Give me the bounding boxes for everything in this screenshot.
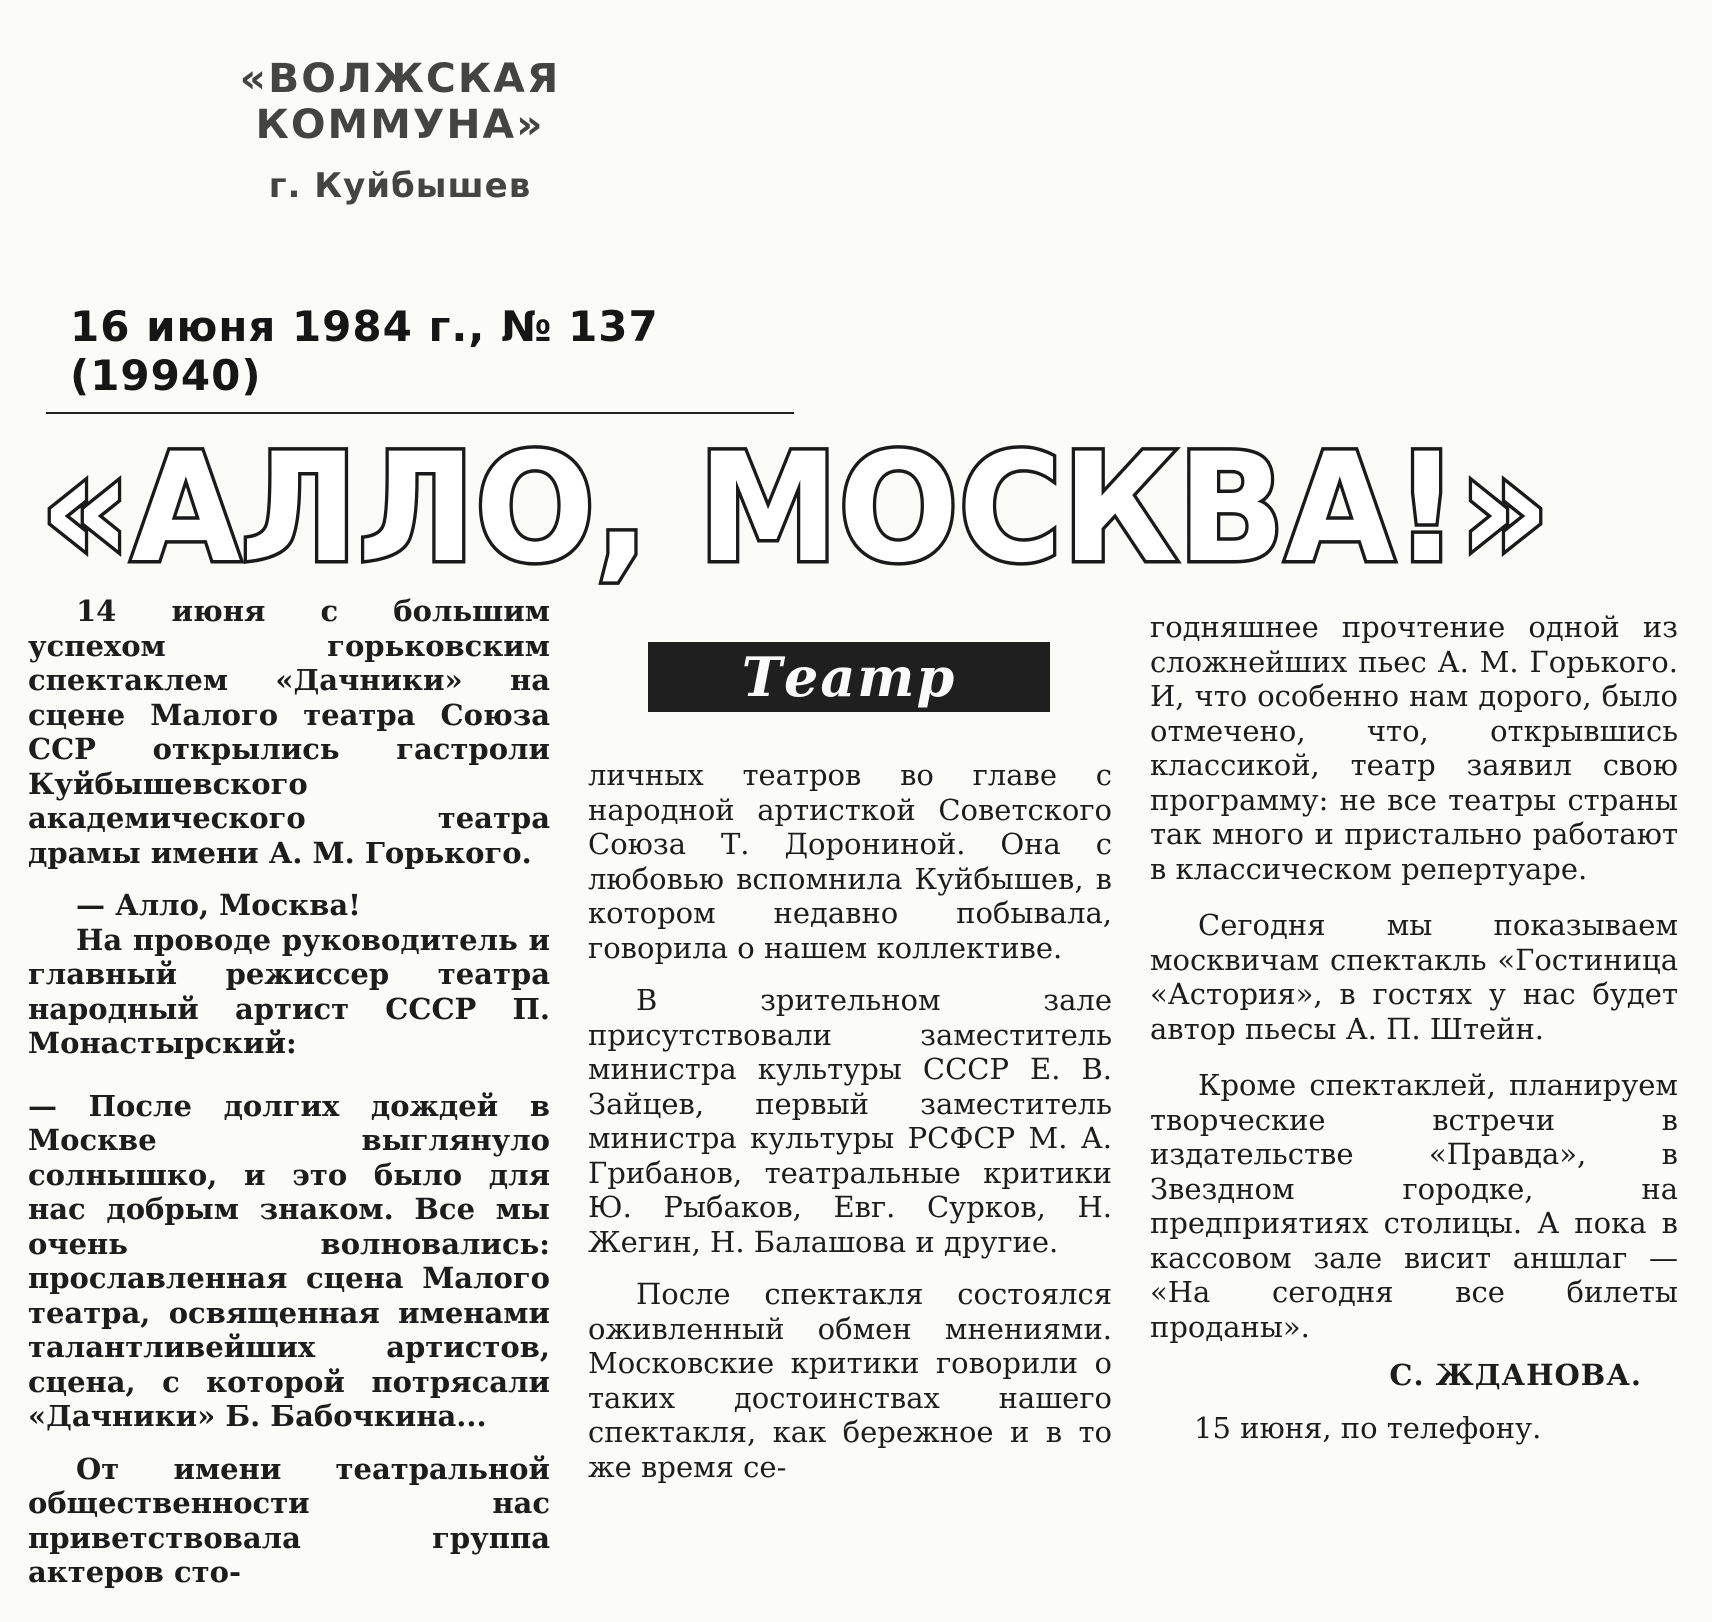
paragraph: — После долгих дождей в Москве выглянуло солнышко, и это было для нас добрым знаком. Все мы очень волновались: прославленная сцена Малого театра, освященная именами талантливейших артистов, сцена, с которой потрясали «Дачники» Б. Бабочкина... bbox=[28, 1088, 550, 1433]
paragraph: Кроме спектаклей, планируем творческие встречи в издательстве «Правда», в Звездном городке, на предприятиях столицы. А пока в кассовом зале висит аншлаг — «На сегодня все билеты проданы». bbox=[1150, 1068, 1678, 1344]
paragraph: годняшнее прочтение одной из сложнейших пьес А. М. Горького. И, что особенно нам дорого, было отмечено, что, открывшись классикой, театр заявил свою программу: не все театры страны так много и пристально работают в классическом репертуаре. bbox=[1150, 610, 1678, 886]
paragraph: В зрительном зале присутствовали заместитель министра культуры СССР Е. В. Зайцев, первый заместитель министра культуры РСФСР М. А. Грибанов, театральные критики Ю. Рыбаков, Евг. Сурков, Н. Жегин, Н. Балашова и другие. bbox=[588, 983, 1112, 1259]
issue-line: 16 июня 1984 г., № 137 (19940) bbox=[46, 302, 794, 414]
author-signature: С. ЖДАНОВА. bbox=[1389, 1358, 1642, 1392]
section-emblem-theatre: Театр bbox=[648, 642, 1050, 712]
headline-text: «АЛЛО, МОСКВА!» bbox=[40, 432, 1550, 592]
headline bbox=[36, 432, 1556, 592]
newspaper-stamp bbox=[120, 56, 680, 206]
paragraph: 14 июня с большим успехом горьковским спектаклем «Дачники» на сцене Малого театра Союза ССР открылись гастроли Куйбышевского академического театра драмы имени А. М. Горького. bbox=[28, 594, 550, 870]
article-column-2 bbox=[588, 758, 1112, 1494]
article-column-1 bbox=[28, 594, 550, 1600]
stamp-city: г. Куйбышев bbox=[268, 166, 532, 206]
paragraph: На проводе руководитель и главный режиссер театра народный артист СССР П. Монастырский: bbox=[28, 922, 550, 1060]
article-column-3 bbox=[1150, 610, 1678, 1455]
paragraph: Сегодня мы показываем москвичам спектакль «Гостиница «Астория», в гостях у нас будет автор пьесы А. П. Штейн. bbox=[1150, 908, 1678, 1046]
paragraph: После спектакля состоялся оживленный обмен мнениями. Московские критики говорили о таких достоинствах нашего спектакля, как бережное и в то же время се- bbox=[588, 1277, 1112, 1484]
stamp-newspaper-name: «ВОЛЖСКАЯ КОММУНА» bbox=[239, 56, 561, 148]
paragraph: — Алло, Москва! bbox=[76, 888, 361, 922]
paragraph: От имени театральной общественности нас приветствовала группа актеров сто- bbox=[28, 1451, 550, 1589]
headline-graphic bbox=[36, 432, 1556, 592]
dateline: 15 июня, по телефону. bbox=[1194, 1410, 1542, 1445]
paragraph: личных театров во главе с народной артисткой Советского Союза Т. Дорониной. Она с любовью вспомнила Куйбышев, в котором недавно побывала, говорила о нашем коллективе. bbox=[588, 758, 1112, 965]
